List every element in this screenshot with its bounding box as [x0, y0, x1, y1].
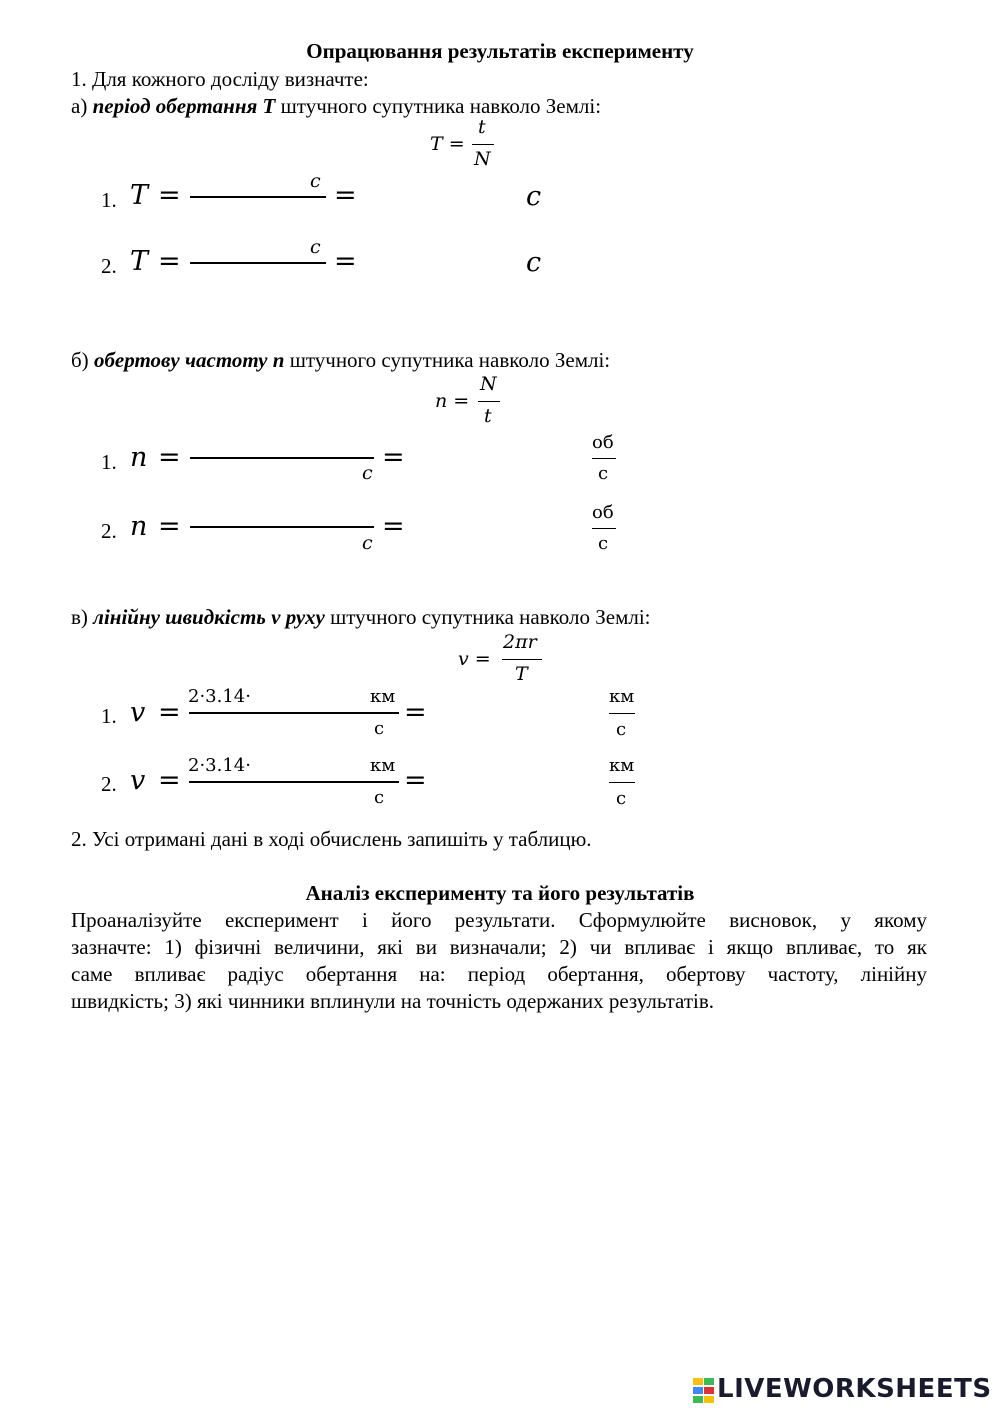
analysis-title: Аналіз експерименту та його результатів — [305, 881, 695, 905]
section-a-bold: період обертання T — [92, 94, 276, 118]
logo-blocks-icon — [693, 1378, 715, 1404]
equals-sign: = — [382, 442, 405, 473]
formula-frequency-lhs: n = — [435, 390, 470, 412]
unit-c: c — [526, 181, 542, 212]
equals-sign: = — [158, 246, 181, 277]
equals-sign: = — [382, 511, 405, 542]
equals-sign: = — [404, 697, 427, 728]
unit-s: с — [616, 719, 627, 740]
section-b-rest: штучного супутника навколо Землі: — [284, 348, 611, 372]
section-c-heading — [71, 604, 651, 630]
symbol-v: v — [130, 697, 146, 728]
equals-sign: = — [158, 511, 181, 542]
unit-ob: об — [592, 502, 614, 523]
equals-sign: = — [158, 180, 181, 211]
unit-c: c — [526, 247, 542, 278]
section-a-heading — [71, 93, 601, 119]
unit-s: с — [616, 788, 627, 809]
unit-ob: об — [592, 432, 614, 453]
section-a-prefix: а) — [71, 94, 93, 118]
row-number: 1. — [101, 450, 117, 474]
unit-c: c — [310, 170, 321, 192]
unit-c: c — [310, 236, 321, 258]
unit-s: с — [374, 718, 385, 739]
numerator-prefix: 2·3.14· — [188, 686, 251, 707]
equals-sign: = — [158, 442, 181, 473]
section-c-rest: штучного супутника навколо Землі: — [324, 605, 651, 629]
section-b-heading — [71, 347, 610, 373]
symbol-T: T — [130, 246, 149, 277]
unit-c: c — [362, 532, 373, 554]
formula-period-den: N — [474, 148, 491, 170]
section-b-bold: обертову частоту n — [93, 348, 285, 372]
task-1-heading: 1. Для кожного досліду визначте: — [71, 67, 369, 91]
answer-line[interactable] — [190, 526, 374, 528]
row-number: 2. — [101, 519, 117, 543]
unit-s: с — [374, 787, 385, 808]
answer-line[interactable] — [190, 457, 374, 459]
formula-velocity-lhs: v = — [458, 648, 491, 670]
formula-velocity-den: T — [515, 663, 528, 685]
equals-sign: = — [158, 765, 181, 796]
answer-line[interactable] — [190, 196, 326, 198]
answer-line[interactable] — [189, 712, 399, 714]
analysis-line-1: Проаналізуйте експеримент і його результати. Сформулюйте висновок, у якому — [71, 908, 927, 932]
section-c-bold: лінійну швидкість v руху — [93, 605, 325, 629]
analysis-paragraph — [71, 907, 927, 1015]
unit-s: с — [598, 533, 609, 554]
formula-period-lhs: T = — [430, 133, 465, 155]
unit-km: км — [370, 755, 396, 776]
section-b-prefix: б) — [71, 348, 94, 372]
row-number: 2. — [101, 254, 117, 278]
analysis-line-2: зазначте: 1) фізичні величини, які ви визначали; 2) чи впливає і якщо впливає, то як — [71, 935, 927, 959]
formula-period-num: t — [478, 116, 486, 138]
formula-frequency-den: t — [484, 405, 492, 427]
symbol-n: n — [130, 442, 148, 473]
formula-velocity-num: 2πr — [503, 631, 537, 653]
row-number: 2. — [101, 772, 117, 796]
unit-km: км — [609, 755, 635, 776]
formula-frequency-num: N — [480, 373, 497, 395]
symbol-T: T — [130, 180, 149, 211]
unit-km: км — [370, 686, 396, 707]
section-c-prefix: в) — [71, 605, 94, 629]
unit-km: км — [609, 686, 635, 707]
equals-sign: = — [334, 246, 357, 277]
analysis-line-4: швидкість; 3) які чинники вплинули на точність одержаних результатів. — [71, 989, 714, 1013]
symbol-n: n — [130, 511, 148, 542]
task-2-text: 2. Усі отримані дані в ході обчислень запишіть у таблицю. — [71, 827, 592, 851]
logo-text: LIVEWORKSHEETS — [717, 1374, 992, 1404]
equals-sign: = — [158, 697, 181, 728]
equals-sign: = — [404, 765, 427, 796]
page-title: Опрацювання результатів експерименту — [306, 39, 694, 63]
answer-line[interactable] — [189, 781, 399, 783]
answer-line[interactable] — [190, 262, 326, 264]
analysis-line-3: саме впливає радіус обертання на: період обертання, обертову частоту, лінійну — [71, 962, 927, 986]
numerator-prefix: 2·3.14· — [188, 755, 251, 776]
row-number: 1. — [101, 188, 117, 212]
equals-sign: = — [334, 180, 357, 211]
unit-s: с — [598, 463, 609, 484]
unit-c: c — [362, 462, 373, 484]
row-number: 1. — [101, 704, 117, 728]
symbol-v: v — [130, 765, 146, 796]
section-a-rest: штучного супутника навколо Землі: — [275, 94, 602, 118]
